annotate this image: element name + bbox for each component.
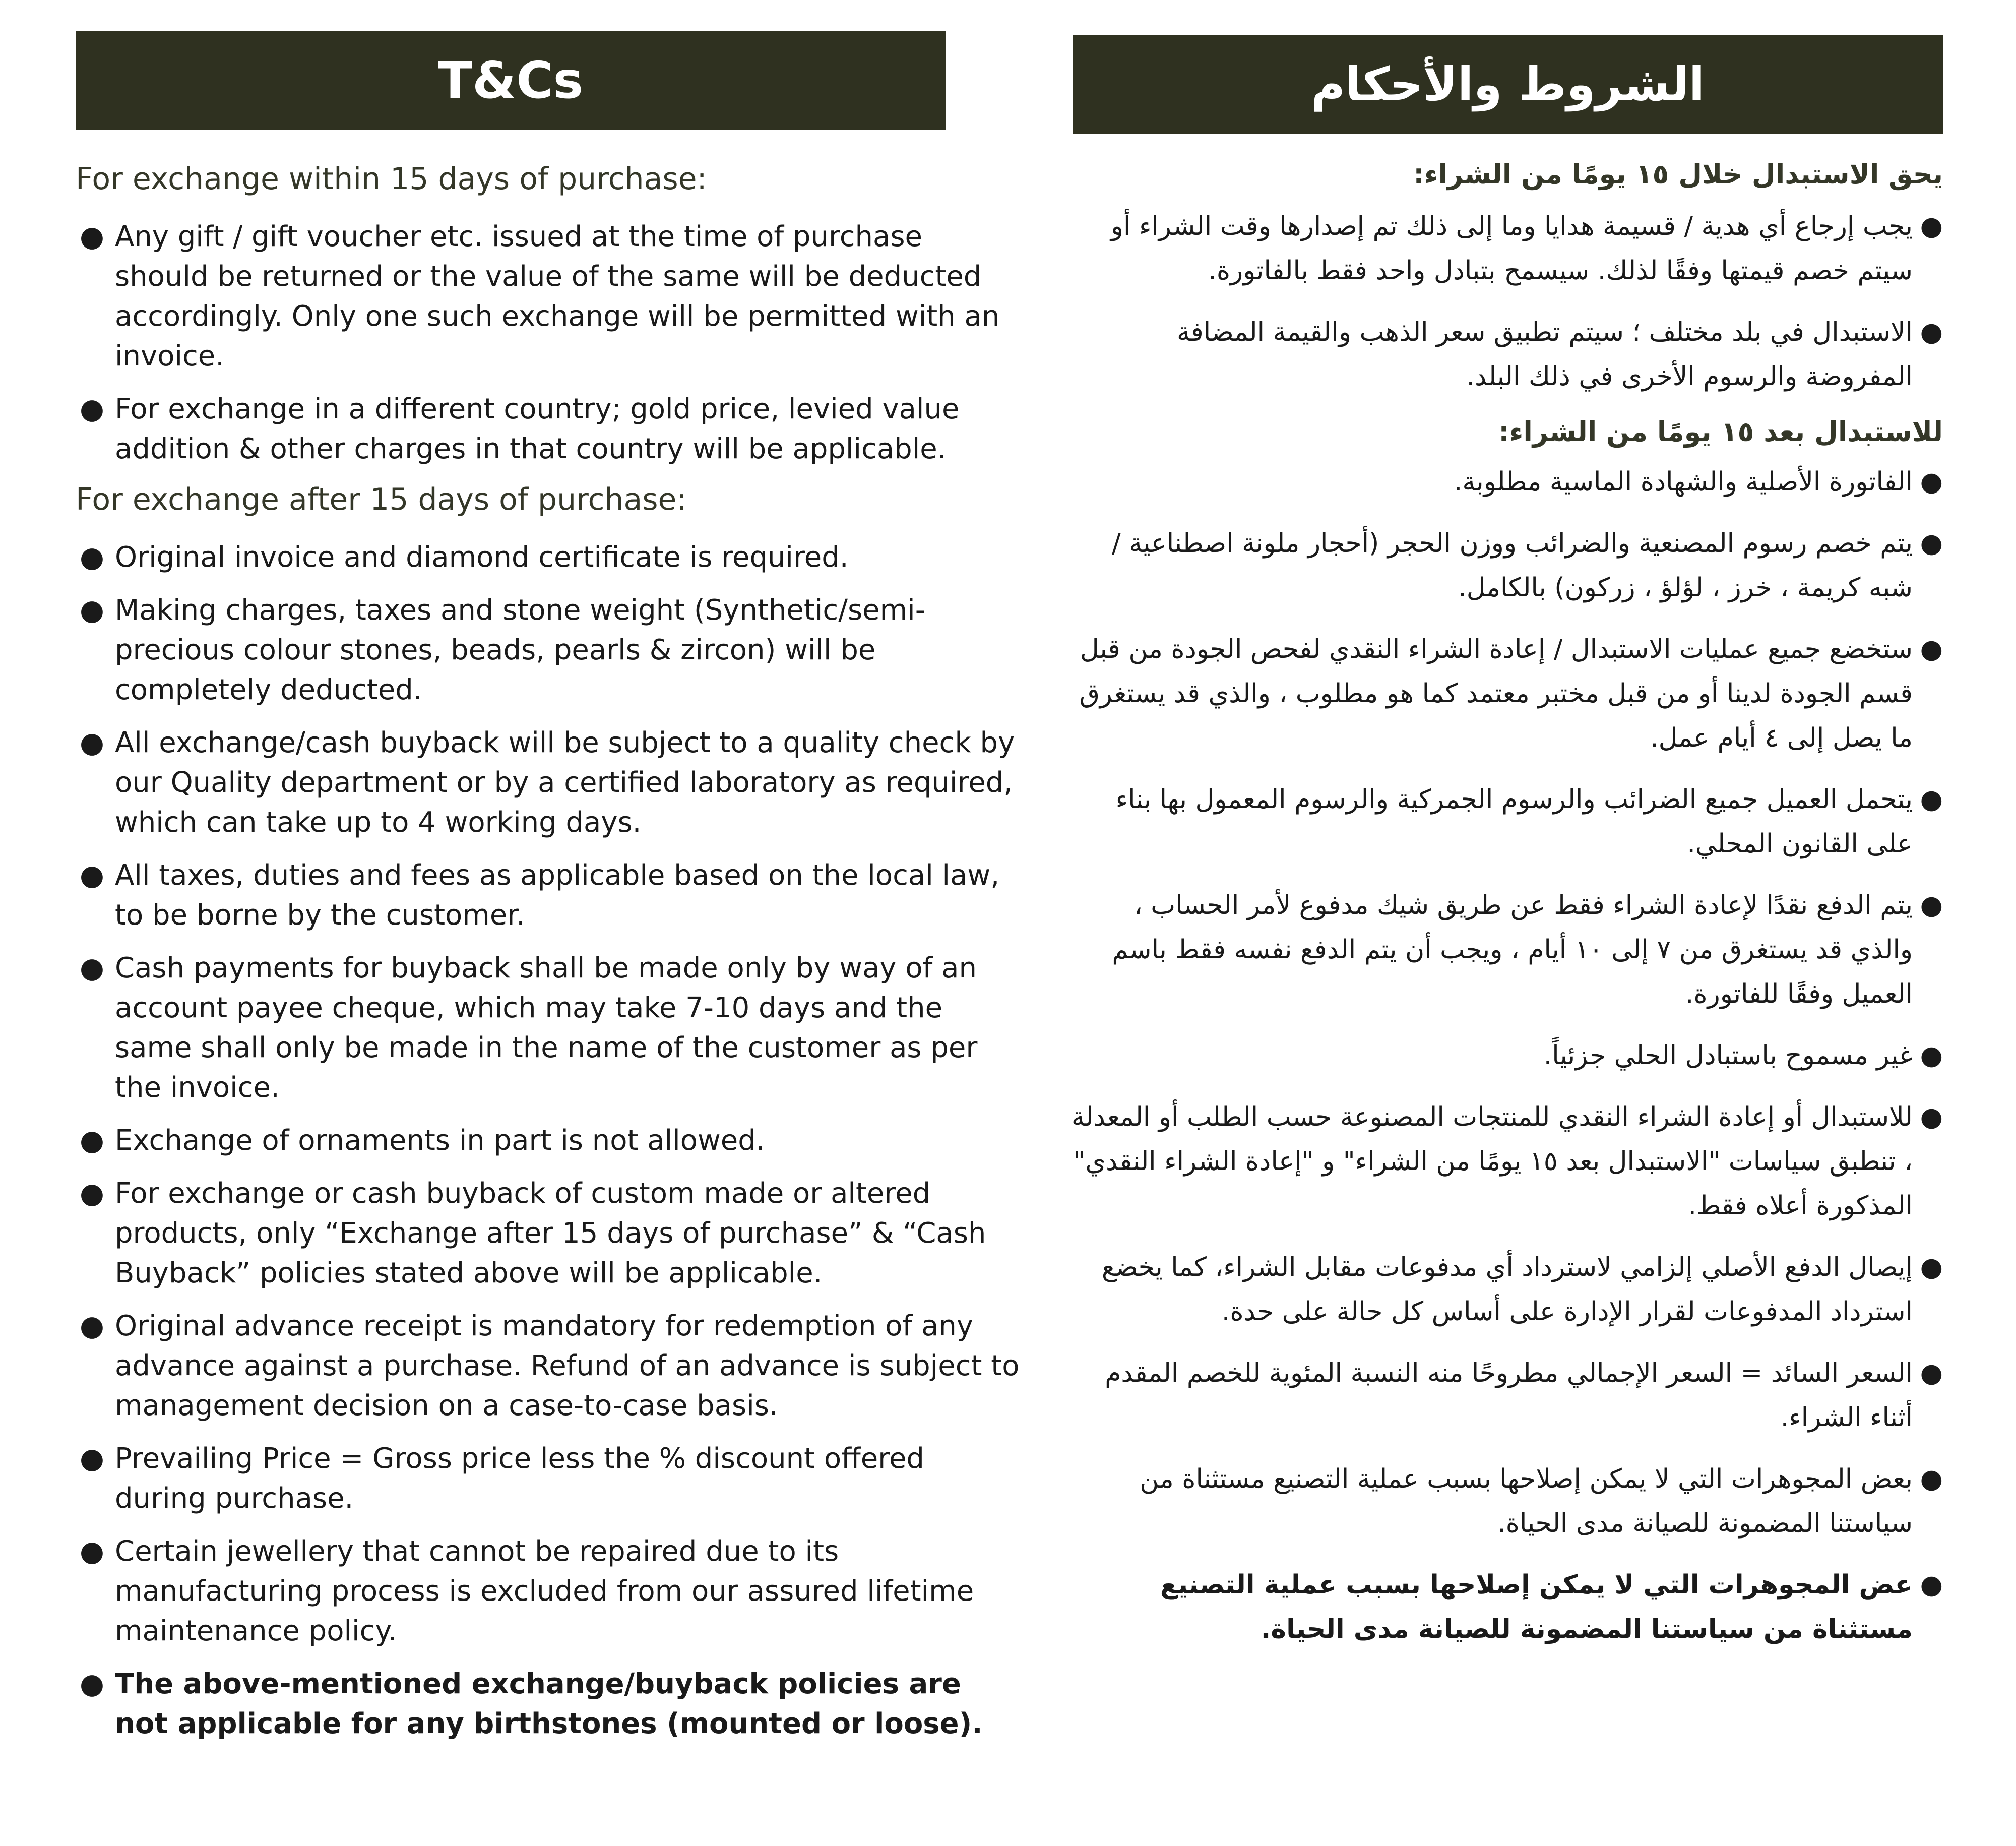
bullet-icon: ● bbox=[80, 393, 104, 425]
english-banner: T&Cs bbox=[76, 31, 946, 130]
list-item: ● إيصال الدفع الأصلي إلزامي لاسترداد أي مدفوعات مقابل الشراء، كما يخضع استرداد المدفوعات لقرار الإدارة على أساس كل حالة على حدة. bbox=[1071, 1245, 1943, 1334]
arabic-column bbox=[1071, 0, 1943, 1669]
bullet-icon: ● bbox=[80, 1668, 104, 1700]
english-section2-list bbox=[76, 537, 1023, 1744]
bullet-icon: ● bbox=[80, 859, 104, 892]
list-item: ● للاستبدال أو إعادة الشراء النقدي للمنتجات المصنوعة حسب الطلب أو المعدلة ، تنطبق سياسات "الاستبدال بعد ١٥ يومًا من الشراء" و "إعادة الشراء النقدي" المذكورة أعلاه فقط. bbox=[1071, 1095, 1943, 1228]
list-item: ● Original advance receipt is mandatory for redemption of any advance against a purchase. Refund of an advance is subject to management decision on a case-to-case basis. bbox=[76, 1306, 1023, 1426]
bullet-icon: ● bbox=[1920, 1102, 1943, 1132]
list-item: ● بعض المجوهرات التي لا يمكن إصلاحها بسبب عملية التصنيع مستثناة من سياستنا المضمونة للصيانة مدى الحياة. bbox=[1071, 1457, 1943, 1546]
bullet-icon: ● bbox=[1920, 784, 1943, 815]
bullet-icon: ● bbox=[1920, 528, 1943, 559]
bullet-icon: ● bbox=[1920, 1252, 1943, 1282]
english-section1-list bbox=[76, 217, 1023, 469]
bullet-icon: ● bbox=[1920, 1570, 1943, 1600]
list-item: ● غير مسموح باستبادل الحلي جزئياً. bbox=[1071, 1033, 1943, 1078]
bullet-icon: ● bbox=[1920, 634, 1943, 664]
bullet-icon: ● bbox=[1920, 211, 1943, 241]
list-item: ● يتم خصم رسوم المصنعية والضرائب ووزن الحجر (أحجار ملونة اصطناعية / شبه كريمة ، خرز ، لؤلؤ ، زركون) بالكامل. bbox=[1071, 521, 1943, 610]
bullet-icon: ● bbox=[80, 1124, 104, 1157]
list-item: ● All exchange/cash buyback will be subject to a quality check by our Quality department or by a certified laboratory as required, which can take up to 4 working days. bbox=[76, 723, 1023, 842]
bullet-icon: ● bbox=[1920, 467, 1943, 497]
english-section2-title: For exchange after 15 days of purchase: bbox=[76, 482, 687, 517]
bullet-icon: ● bbox=[80, 541, 104, 574]
list-item: ● Certain jewellery that cannot be repaired due to its manufacturing process is excluded from our assured lifetime maintenance policy. bbox=[76, 1531, 1023, 1651]
bullet-icon: ● bbox=[1920, 1040, 1943, 1071]
list-item: ● Prevailing Price = Gross price less the % discount offered during purchase. bbox=[76, 1439, 1023, 1518]
list-item: ● الفاتورة الأصلية والشهادة الماسية مطلوبة. bbox=[1071, 460, 1943, 504]
list-item: ● Exchange of ornaments in part is not allowed. bbox=[76, 1121, 1023, 1160]
bullet-icon: ● bbox=[80, 220, 104, 253]
list-item: ● All taxes, duties and fees as applicable based on the local law, to be borne by the customer. bbox=[76, 855, 1023, 935]
english-section1-title: For exchange within 15 days of purchase: bbox=[76, 161, 707, 197]
bullet-icon: ● bbox=[80, 1535, 104, 1568]
bullet-icon: ● bbox=[80, 594, 104, 627]
bullet-icon: ● bbox=[80, 726, 104, 759]
list-item: ● Cash payments for buyback shall be made only by way of an account payee cheque, which may take 7-10 days and the same shall only be made in the name of the customer as per the invoice. bbox=[76, 948, 1023, 1107]
list-item: ● ستخضع جميع عمليات الاستبدال / إعادة الشراء النقدي لفحص الجودة من قبل قسم الجودة لدينا أو من قبل مختبر معتمد كما هو مطلوب ، والذي قد يستغرق ما يصل إلى ٤ أيام عمل. bbox=[1071, 627, 1943, 760]
arabic-section1-title: يحق الاستبدال خلال ١٥ يومًا من الشراء: bbox=[1413, 158, 1943, 190]
bullet-icon: ● bbox=[80, 1442, 104, 1475]
list-item: ● For exchange or cash buyback of custom made or altered products, only “Exchange after 15 days of purchase” & “Cash Buyback” policies stated above will be applicable. bbox=[76, 1174, 1023, 1293]
arabic-section1-list bbox=[1071, 204, 1943, 399]
bullet-icon: ● bbox=[80, 1177, 104, 1210]
list-item: ● Any gift / gift voucher etc. issued at the time of purchase should be returned or the value of the same will be deducted accordingly. Only one such exchange will be permitted with an invoice. bbox=[76, 217, 1023, 376]
bullet-icon: ● bbox=[1920, 890, 1943, 920]
list-item: ● For exchange in a different country; gold price, levied value addition & other charges in that country will be applicable. bbox=[76, 389, 1023, 469]
bullet-icon: ● bbox=[1920, 1464, 1943, 1494]
list-item: ● السعر السائد = السعر الإجمالي مطروحًا منه النسبة المئوية للخصم المقدم أثناء الشراء. bbox=[1071, 1351, 1943, 1440]
arabic-section2-list bbox=[1071, 460, 1943, 1651]
arabic-banner: الشروط والأحكام bbox=[1073, 35, 1943, 134]
list-item: ● Original invoice and diamond certificate is required. bbox=[76, 537, 1023, 577]
english-column bbox=[76, 0, 1023, 1757]
bullet-icon: ● bbox=[80, 1310, 104, 1342]
bullet-icon: ● bbox=[80, 952, 104, 984]
list-item: ● الاستبدال في بلد مختلف ؛ سيتم تطبيق سعر الذهب والقيمة المضافة المفروضة والرسوم الأخرى في ذلك البلد. bbox=[1071, 310, 1943, 399]
list-item: ● يتحمل العميل جميع الضرائب والرسوم الجمركية والرسوم المعمول بها بناء على القانون المحلي. bbox=[1071, 777, 1943, 866]
bullet-icon: ● bbox=[1920, 1358, 1943, 1388]
list-item-bold: ● عض المجوهرات التي لا يمكن إصلاحها بسبب عملية التصنيع مستثناة من سياستنا المضمونة للصيانة مدى الحياة. bbox=[1071, 1563, 1943, 1651]
list-item: ● Making charges, taxes and stone weight (Synthetic/semi-precious colour stones, beads, pearls & zircon) will be completely deducted. bbox=[76, 590, 1023, 710]
list-item: ● يجب إرجاع أي هدية / قسيمة هدايا وما إلى ذلك تم إصدارها وقت الشراء أو سيتم خصم قيمتها وفقًا لذلك. سيسمح بتبادل واحد فقط بالفاتورة. bbox=[1071, 204, 1943, 293]
bullet-icon: ● bbox=[1920, 317, 1943, 347]
list-item: ● يتم الدفع نقدًا لإعادة الشراء فقط عن طريق شيك مدفوع لأمر الحساب ، والذي قد يستغرق من ٧ إلى ١٠ أيام ، ويجب أن يتم الدفع نفسه فقط باسم العميل وفقًا للفاتورة. bbox=[1071, 883, 1943, 1016]
list-item-bold: ● The above-mentioned exchange/buyback policies are not applicable for any birthstones (mounted or loose). bbox=[76, 1664, 1023, 1744]
arabic-section2-title: للاستبدال بعد ١٥ يومًا من الشراء: bbox=[1498, 416, 1943, 448]
